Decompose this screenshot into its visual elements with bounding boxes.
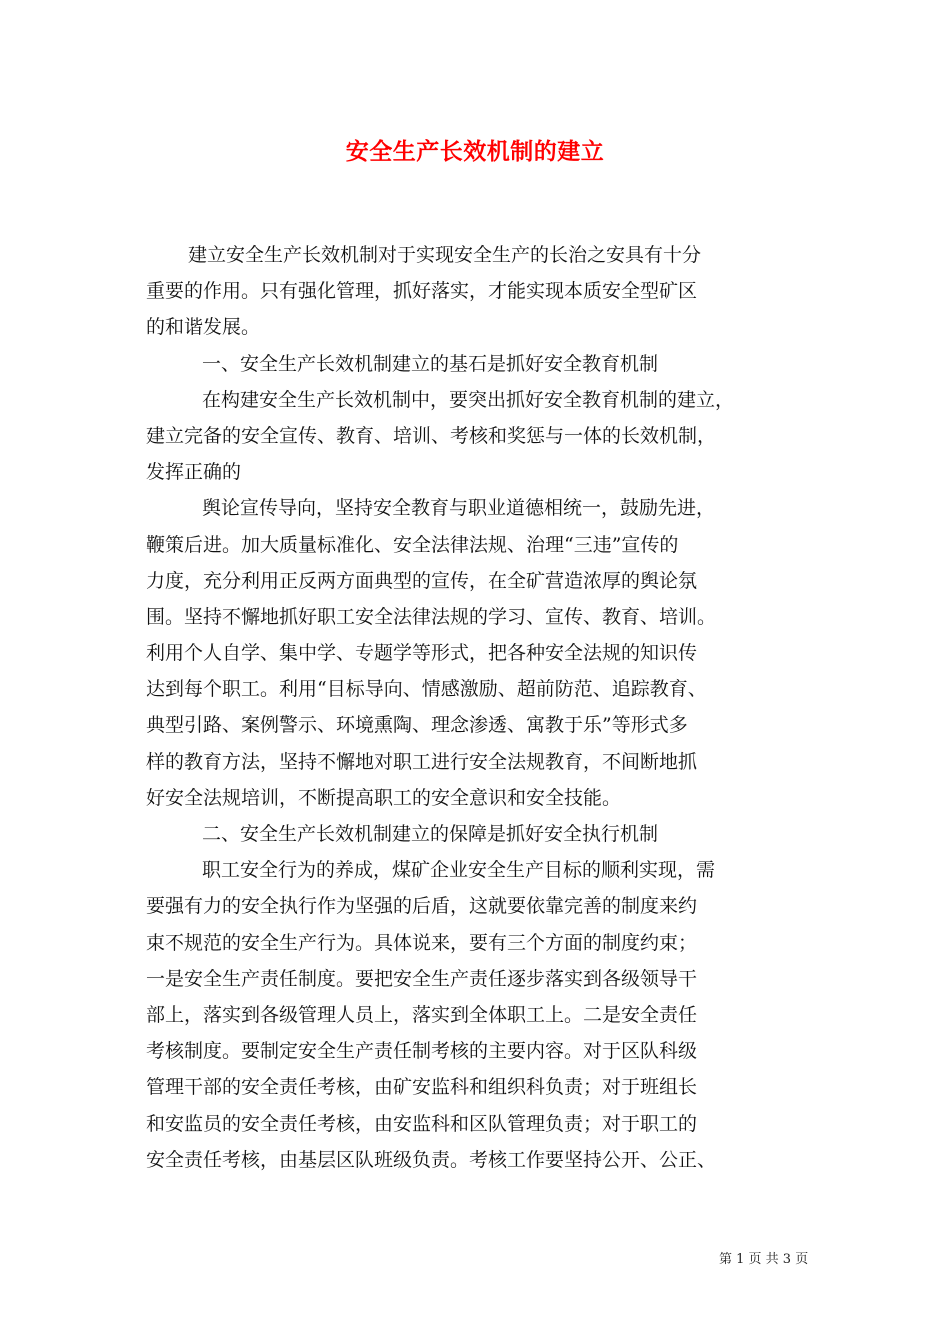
paragraph-line: 和安监员的安全责任考核，由安监科和区队管理负责；对于职工的 xyxy=(146,1112,698,1135)
paragraph-line: 重要的作用。只有强化管理，抓好落实，才能实现本质安全型矿区 xyxy=(146,280,698,303)
paragraph-line: 建立安全生产长效机制对于实现安全生产的长治之安具有十分 xyxy=(188,244,702,266)
paragraph-line: 建立完备的安全宣传、教育、培训、考核和奖惩与一体的长效机制， xyxy=(146,424,717,447)
section-heading: 一、安全生产长效机制建立的基石是抓好安全教育机制 xyxy=(202,352,659,375)
paragraph-line: 的和谐发展。 xyxy=(146,316,261,339)
document-body xyxy=(146,237,818,1178)
paragraph-line: 围。坚持不懈地抓好职工安全法律法规的学习、宣传、教育、培训。 xyxy=(146,605,717,628)
paragraph-line: 典型引路、案例警示、环境熏陶、理念渗透、寓教于乐”等形式多 xyxy=(146,714,688,737)
page-number-footer xyxy=(719,1248,808,1267)
paragraph-line: 鞭策后进。加大质量标准化、安全法律法规、治理“三违”宣传的 xyxy=(146,533,679,556)
paragraph-line: 样的教育方法，坚持不懈地对职工进行安全法规教育，不间断地抓 xyxy=(146,750,698,773)
paragraph-line: 考核制度。要制定安全生产责任制考核的主要内容。对于区队科级 xyxy=(146,1040,698,1063)
paragraph-line: 安全责任考核，由基层区队班级负责。考核工作要坚持公开、公正、 xyxy=(146,1148,717,1171)
paragraph-line: 利用个人自学、集中学、专题学等形式，把各种安全法规的知识传 xyxy=(146,642,698,665)
paragraph-line: 发挥正确的 xyxy=(146,461,242,484)
document-title: 安全生产长效机制的建立 xyxy=(345,138,605,165)
section-heading: 二、安全生产长效机制建立的保障是抓好安全执行机制 xyxy=(202,823,659,845)
paragraph-line: 在构建安全生产长效机制中，要突出抓好安全教育机制的建立， xyxy=(202,388,735,411)
paragraph-line: 力度，充分利用正反两方面典型的宣传，在全矿营造浓厚的舆论氛 xyxy=(146,569,698,592)
paragraph-line: 达到每个职工。利用“目标导向、情感激励、超前防范、追踪教育、 xyxy=(146,678,707,701)
page-number: 第 1 页 共 3 页 xyxy=(719,1252,809,1267)
paragraph-line: 管理干部的安全责任考核，由矿安监科和组织科负责；对于班组长 xyxy=(146,1076,698,1099)
paragraph-line: 要强有力的安全执行作为坚强的后盾，这就要依靠完善的制度来约 xyxy=(146,895,698,918)
paragraph-line: 一是安全生产责任制度。要把安全生产责任逐步落实到各级领导干 xyxy=(146,967,698,990)
paragraph-line: 舆论宣传导向，坚持安全教育与职业道德相统一，鼓励先进， xyxy=(202,497,716,520)
paragraph-line: 职工安全行为的养成，煤矿企业安全生产目标的顺利实现，需 xyxy=(202,859,716,882)
paragraph-line: 好安全法规培训，不断提高职工的安全意识和安全技能。 xyxy=(146,786,622,809)
paragraph-line: 束不规范的安全生产行为。具体说来，要有三个方面的制度约束； xyxy=(146,931,698,954)
paragraph-line: 部上，落实到各级管理人员上，落实到全体职工上。二是安全责任 xyxy=(146,1003,698,1026)
